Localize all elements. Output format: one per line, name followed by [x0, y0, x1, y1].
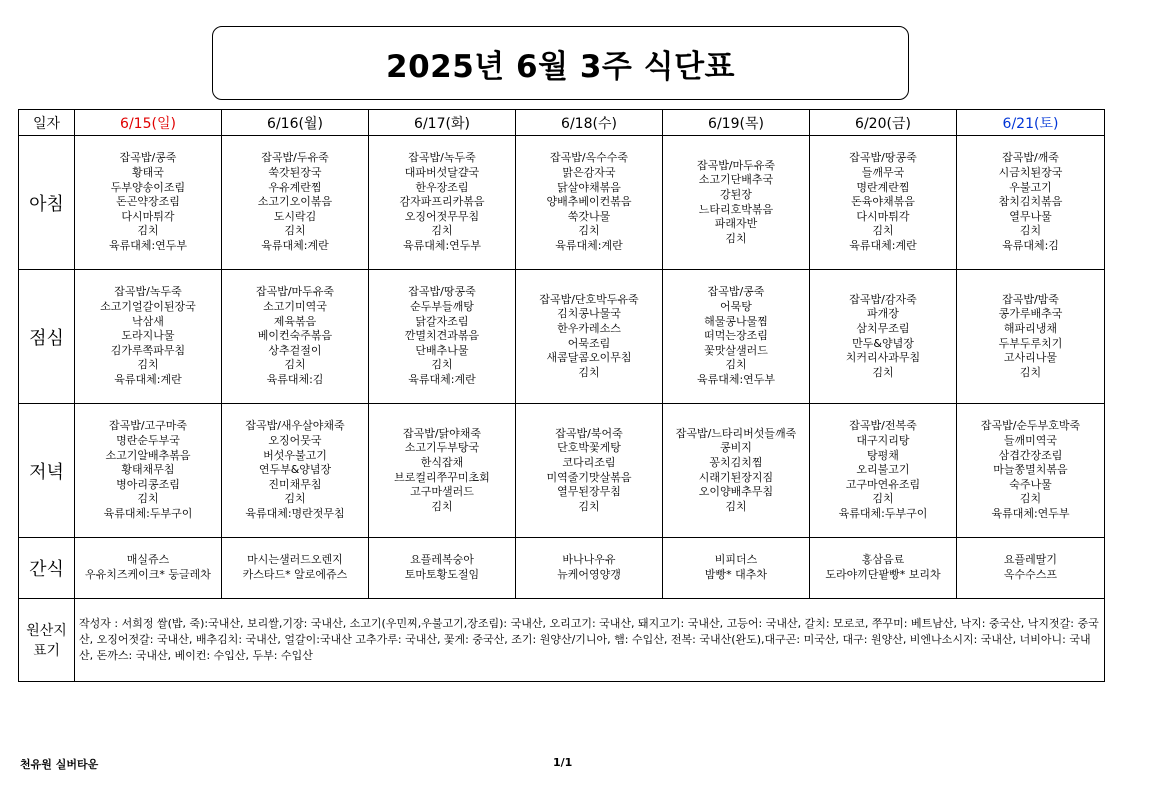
menu-item: 소고기얼갈이된장국: [100, 300, 196, 314]
menu-item: 해물콩나물찜: [704, 314, 768, 328]
origin-row: [19, 599, 1105, 682]
menu-item: 돈육야채볶음: [851, 195, 915, 209]
menu-item: 새콤달콤오이무침: [546, 351, 632, 365]
menu-item: 김가루쪽파무침: [110, 343, 186, 357]
menu-item: 어묵조림: [567, 336, 611, 350]
menu-item: 들깨미역국: [1003, 434, 1058, 448]
menu-item: 꽁치김치찜: [709, 455, 763, 469]
menu-item: 고구마샐러드: [410, 485, 474, 499]
snack-cell: [75, 538, 222, 599]
menu-item: 콩비지: [720, 441, 752, 455]
menu-item: 잡곡밥/두유죽: [261, 151, 329, 165]
menu-item: 김치: [137, 358, 159, 372]
menu-item: 단호박꽃게탕: [557, 441, 621, 455]
menu-item: 잡곡밥/북어죽: [555, 426, 623, 440]
menu-item: 우불고기: [1009, 180, 1052, 194]
menu-item: 소고기단배추국: [698, 173, 774, 187]
menu-item: 육류대체:김: [1002, 238, 1059, 252]
menu-item: 쑥갓나물: [567, 209, 611, 223]
menu-item: 육류대체:계란: [261, 238, 329, 252]
menu-cell: [222, 136, 369, 270]
menu-item: 잡곡밥/느타리버섯들깨죽: [675, 426, 797, 440]
row-label: 간식: [19, 538, 75, 599]
snack-cell: [369, 538, 516, 599]
menu-item: 김치: [725, 358, 747, 372]
menu-item: 대파버섯달걀국: [404, 166, 480, 180]
menu-item: 육류대체:김: [266, 372, 324, 386]
day-header: 6/17(화): [369, 110, 516, 136]
menu-item: 김치: [872, 492, 894, 506]
menu-cell: [957, 136, 1105, 270]
menu-cell: [663, 404, 810, 538]
menu-item: 잡곡밥/단호박두유죽: [539, 292, 639, 306]
menu-item: 육류대체:두부구이: [103, 506, 193, 520]
snack-item: 옥수수스프: [1003, 568, 1058, 581]
menu-item: 시래기된장지짐: [698, 470, 774, 484]
menu-cell: [75, 136, 222, 270]
menu-item: 숙주나물: [1009, 477, 1052, 491]
menu-cell: [663, 136, 810, 270]
menu-item: 소고기오이볶음: [257, 195, 333, 209]
header-row: [19, 110, 1105, 136]
day-header: 6/19(목): [663, 110, 810, 136]
menu-item: 육류대체:계란: [408, 372, 476, 386]
menu-item: 김치: [578, 499, 600, 513]
snack-row: [19, 538, 1105, 599]
menu-item: 육류대체:명란젓무침: [245, 506, 345, 520]
menu-item: 코다리조림: [562, 455, 616, 469]
menu-item: 김치: [431, 358, 453, 372]
menu-item: 깐멸치견과볶음: [404, 329, 480, 343]
menu-item: 두부두루치기: [998, 336, 1063, 350]
footer-org: 천유원 실버타운: [20, 758, 99, 771]
menu-item: 고구마연유조림: [845, 477, 921, 491]
title-box: [212, 26, 909, 100]
menu-item: 오징어젓무무침: [404, 209, 480, 223]
menu-item: 돈곤약장조림: [116, 195, 180, 209]
menu-item: 낙삼새: [132, 314, 164, 328]
menu-cell: [957, 270, 1105, 404]
menu-item: 치커리사과무침: [845, 351, 921, 365]
menu-item: 양배추베이컨볶음: [546, 195, 632, 209]
menu-item: 버섯우불고기: [263, 448, 327, 462]
menu-item: 김치: [137, 224, 159, 238]
menu-cell: [957, 404, 1105, 538]
menu-cell: [75, 404, 222, 538]
menu-item: 육류대체:연두부: [696, 372, 776, 386]
meal-row-dinner: [19, 404, 1105, 538]
menu-item: 도라지나물: [121, 329, 175, 343]
menu-item: 김치: [578, 224, 600, 238]
menu-item: 잡곡밥/땅콩죽: [408, 285, 476, 299]
menu-item: 연두부&양념장: [258, 463, 332, 477]
menu-item: 잡곡밥/깨죽: [1002, 151, 1059, 165]
snack-item: 카스타드* 알로에쥬스: [242, 568, 348, 581]
menu-item: 육류대체:연두부: [108, 238, 188, 252]
menu-item: 어묵탕: [720, 300, 752, 314]
menu-item: 육류대체:계란: [114, 372, 182, 386]
menu-item: 김치: [284, 224, 306, 238]
menu-item: 상추겉절이: [268, 343, 322, 357]
menu-item: 잡곡밥/마두유죽: [255, 285, 335, 299]
menu-item: 육류대체:연두부: [402, 238, 482, 252]
menu-item: 오이양배추무침: [698, 485, 774, 499]
day-header: 6/18(수): [516, 110, 663, 136]
menu-item: 잡곡밥/새우살야채죽: [245, 419, 345, 433]
menu-item: 명란계란찜: [856, 180, 910, 194]
menu-item: 육류대체:두부구이: [838, 506, 928, 520]
menu-item: 느타리호박볶음: [698, 202, 774, 216]
footer-page-number: 1/1: [553, 756, 573, 769]
menu-item: 감자파프리카볶음: [399, 195, 485, 209]
menu-item: 소고기두부탕국: [404, 441, 480, 455]
menu-item: 잡곡밥/녹두죽: [408, 151, 476, 165]
meal-row-breakfast: [19, 136, 1105, 270]
menu-cell: [369, 270, 516, 404]
menu-item: 잡곡밥/고구마죽: [108, 419, 188, 433]
menu-item: 김치콩나물국: [557, 307, 621, 321]
menu-item: 잡곡밥/녹두죽: [114, 285, 182, 299]
snack-item: 도라야끼단팥빵* 보리차: [825, 568, 941, 581]
menu-item: 제육볶음: [273, 314, 317, 328]
menu-table: [18, 109, 1105, 682]
menu-item: 맑은감자국: [562, 166, 616, 180]
menu-item: 진미채무침: [268, 477, 322, 491]
menu-item: 김치: [137, 492, 159, 506]
menu-item: 두부양송이조림: [110, 180, 186, 194]
meal-row-lunch: [19, 270, 1105, 404]
menu-item: 오징어뭇국: [268, 434, 322, 448]
snack-item: 밤빵* 대추차: [704, 568, 768, 581]
menu-cell: [663, 270, 810, 404]
menu-item: 육류대체:계란: [849, 238, 917, 252]
origin-label: 원산지 표기: [19, 599, 75, 682]
menu-cell: [369, 404, 516, 538]
menu-item: 한우장조림: [415, 180, 469, 194]
menu-item: 병아리콩조림: [116, 477, 180, 491]
snack-cell: [222, 538, 369, 599]
snack-item: 비피더스: [714, 553, 758, 567]
snack-cell: [663, 538, 810, 599]
menu-item: 김치: [872, 365, 894, 379]
menu-item: 시금치된장국: [998, 166, 1063, 180]
menu-item: 파개장: [867, 307, 899, 321]
snack-item: 마시는샐러드오렌지: [247, 553, 343, 567]
menu-item: 한우카레소스: [557, 321, 621, 335]
day-header: 6/15(일): [75, 110, 222, 136]
menu-item: 육류대체:연두부: [991, 506, 1070, 520]
menu-cell: [516, 270, 663, 404]
menu-item: 잡곡밥/콩죽: [119, 151, 177, 165]
menu-item: 우유계란찜: [268, 180, 322, 194]
menu-item: 소고기알배추볶음: [105, 448, 191, 462]
menu-item: 닭살야채볶음: [557, 180, 621, 194]
snack-item: 요플레딸기: [1003, 553, 1058, 567]
snack-item: 요플레복숭아: [410, 553, 474, 567]
menu-item: 김치: [431, 224, 453, 238]
menu-item: 도시락김: [273, 209, 317, 223]
menu-item: 파래자반: [714, 217, 758, 231]
row-label: 아침: [19, 136, 75, 270]
menu-item: 브로컬리쭈꾸미초회: [394, 470, 490, 484]
menu-cell: [810, 404, 957, 538]
day-header: 6/20(금): [810, 110, 957, 136]
menu-item: 대구지리탕: [856, 434, 910, 448]
menu-item: 들깨무국: [861, 166, 905, 180]
snack-cell: [957, 538, 1105, 599]
snack-item: 뉴케어영양갱: [557, 568, 621, 581]
menu-item: 닭갈자조림: [415, 314, 469, 328]
menu-item: 탕평채: [867, 448, 899, 462]
menu-cell: [369, 136, 516, 270]
menu-item: 해파리냉채: [1003, 321, 1058, 335]
menu-cell: [516, 404, 663, 538]
snack-item: 매실쥬스: [126, 553, 170, 567]
menu-item: 잡곡밥/마두유죽: [696, 158, 776, 172]
menu-item: 순두부들깨탕: [410, 300, 474, 314]
menu-item: 고사리나물: [1003, 351, 1058, 365]
menu-item: 한식잡채: [420, 455, 464, 469]
page-title: 2025년 6월 3주 식단표: [386, 48, 735, 85]
menu-item: 잡곡밥/옥수수죽: [549, 151, 629, 165]
day-header: 6/21(토): [957, 110, 1105, 136]
menu-item: 육류대체:계란: [555, 238, 623, 252]
row-label: 점심: [19, 270, 75, 404]
menu-item: 잡곡밥/콩죽: [707, 285, 765, 299]
snack-item: 홍삼음료: [861, 553, 905, 567]
menu-item: 콩가루배추국: [998, 307, 1063, 321]
menu-item: 김치: [725, 231, 747, 245]
menu-item: 강된장: [720, 187, 752, 201]
menu-cell: [222, 270, 369, 404]
menu-item: 미역줄기맛살볶음: [546, 470, 632, 484]
menu-item: 잡곡밥/순두부호박죽: [980, 419, 1081, 433]
menu-item: 열무된장무침: [557, 485, 621, 499]
menu-item: 만두&양념장: [852, 336, 914, 350]
menu-item: 잡곡밥/전복죽: [849, 419, 917, 433]
menu-item: 김치: [872, 224, 894, 238]
menu-item: 김치: [431, 499, 453, 513]
menu-cell: [516, 136, 663, 270]
menu-item: 김치: [1019, 224, 1042, 238]
menu-cell: [810, 136, 957, 270]
menu-item: 참치김치볶음: [998, 195, 1063, 209]
snack-item: 바나나우유: [562, 553, 616, 567]
snack-cell: [810, 538, 957, 599]
menu-item: 삼치무조림: [856, 321, 910, 335]
menu-item: 김치: [1019, 365, 1042, 379]
menu-item: 열무나물: [1009, 209, 1052, 223]
menu-item: 단배추나물: [415, 343, 469, 357]
menu-cell: [75, 270, 222, 404]
menu-item: 오리불고기: [856, 463, 910, 477]
menu-item: 쑥갓된장국: [268, 166, 322, 180]
origin-text: 작성자 : 서희정 쌀(밥, 죽):국내산, 보리쌀,기장: 국내산, 소고기(우민찌,우불고기,장조림): 국내산, 오리고기: 국내산, 돼지고기: 국내산, 고등어: 국내산, 갈치: 모로코, 쭈꾸미: 베트남산, 낙지: 중국산, 낙지젓갈: 중국산, 오징어젓갈: 국내산, 배추김치: 국내산, 얼갈이:국내산 고추가루: 국내산, 꽃게: 중국산, 조기: 원양산/기니아, 햄: 수입산, 전복: 국내산(완도),대구곤: 미국산, 대구: 원양산, 비엔나소시지: 국내산, 너비아니: 국내산, 돈까스: 국내산, 베이컨: 수입산, 두부: 수입산: [75, 599, 1105, 682]
menu-item: 잡곡밥/땅콩죽: [849, 151, 917, 165]
menu-item: 마늘쫑멸치볶음: [993, 463, 1068, 477]
menu-item: 김치: [284, 358, 306, 372]
menu-cell: [810, 270, 957, 404]
snack-item: 토마토황도절임: [404, 568, 480, 581]
menu-item: 황태채무침: [121, 463, 175, 477]
menu-item: 베이컨숙주볶음: [257, 329, 333, 343]
menu-item: 김치: [725, 499, 747, 513]
menu-item: 소고기미역국: [263, 300, 327, 314]
menu-item: 김치: [578, 365, 600, 379]
snack-cell: [516, 538, 663, 599]
day-header: 6/16(월): [222, 110, 369, 136]
date-label: 일자: [19, 110, 75, 136]
menu-item: 김치: [284, 492, 306, 506]
menu-item: 다시마튀각: [856, 209, 910, 223]
snack-item: 우유치즈케이크* 둥글레차: [85, 568, 211, 581]
menu-item: 잡곡밥/감자죽: [849, 292, 917, 306]
menu-item: 다시마튀각: [121, 209, 175, 223]
menu-item: 떠먹는장조림: [704, 329, 768, 343]
row-label: 저녁: [19, 404, 75, 538]
menu-item: 삼겹간장조림: [998, 448, 1063, 462]
menu-item: 꽃맛살샐러드: [704, 343, 768, 357]
menu-item: 명란순두부국: [116, 434, 180, 448]
menu-item: 황태국: [132, 166, 164, 180]
menu-item: 김치: [1019, 492, 1042, 506]
menu-item: 잡곡밥/밤죽: [1002, 292, 1059, 306]
menu-cell: [222, 404, 369, 538]
menu-item: 잡곡밥/닭야채죽: [402, 426, 482, 440]
